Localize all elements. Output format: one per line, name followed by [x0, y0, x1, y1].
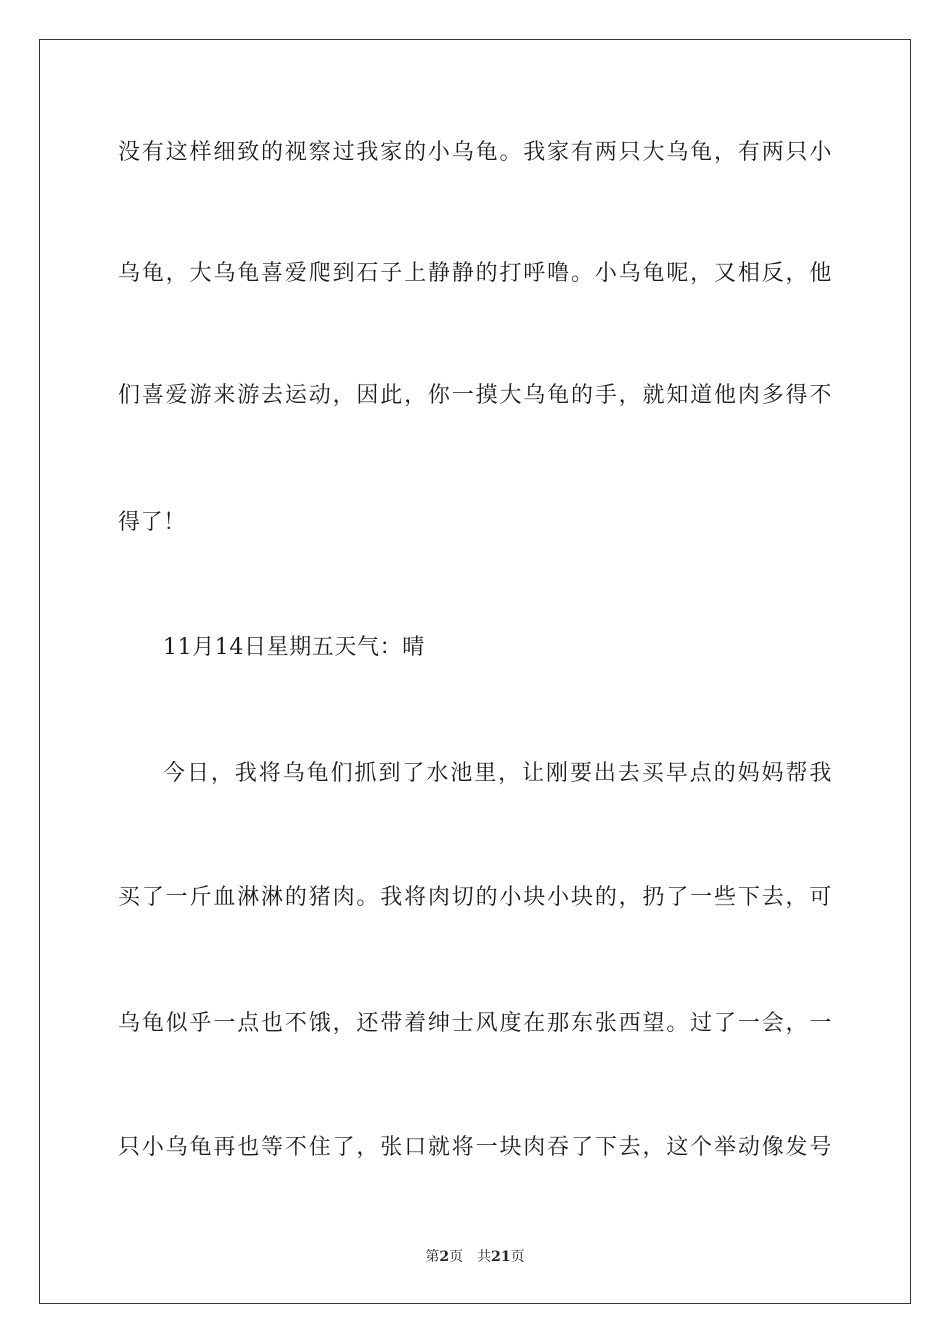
text-line-7: 买了一斤血淋淋的猪肉。我将肉切的小块小块的，扔了一些下去，可: [118, 885, 832, 910]
text-line-8: 乌龟似乎一点也不饿，还带着绅士风度在那东张西望。过了一会，一: [118, 1011, 832, 1036]
total-suffix: 页: [510, 1249, 525, 1265]
page-prefix: 第: [425, 1249, 440, 1265]
page-number: 2: [439, 1249, 450, 1265]
text-line-1: 没有这样细致的视察过我家的小乌龟。我家有两只大乌龟，有两只小: [118, 140, 832, 165]
text-line-2: 乌龟，大乌龟喜爱爬到石子上静静的打呼噜。小乌龟呢，又相反，他: [118, 261, 832, 286]
text-line-9: 只小乌龟再也等不住了，张口就将一块肉吞了下去，这个举动像发号: [118, 1135, 832, 1160]
page-border: [39, 39, 911, 1304]
text-line-4: 得了！: [118, 510, 186, 535]
text-line-3: 们喜爱游来游去运动，因此，你一摸大乌龟的手，就知道他肉多得不: [118, 383, 832, 408]
total-prefix: 共: [477, 1249, 492, 1265]
text-line-6: 今日，我将乌龟们抓到了水池里，让刚要出去买早点的妈妈帮我: [163, 761, 832, 786]
date-weather-line: 11月14日星期五天气：晴: [163, 635, 425, 660]
page-suffix: 页: [449, 1249, 464, 1265]
page-footer: [0, 1248, 950, 1266]
total-pages: 21: [491, 1249, 511, 1265]
